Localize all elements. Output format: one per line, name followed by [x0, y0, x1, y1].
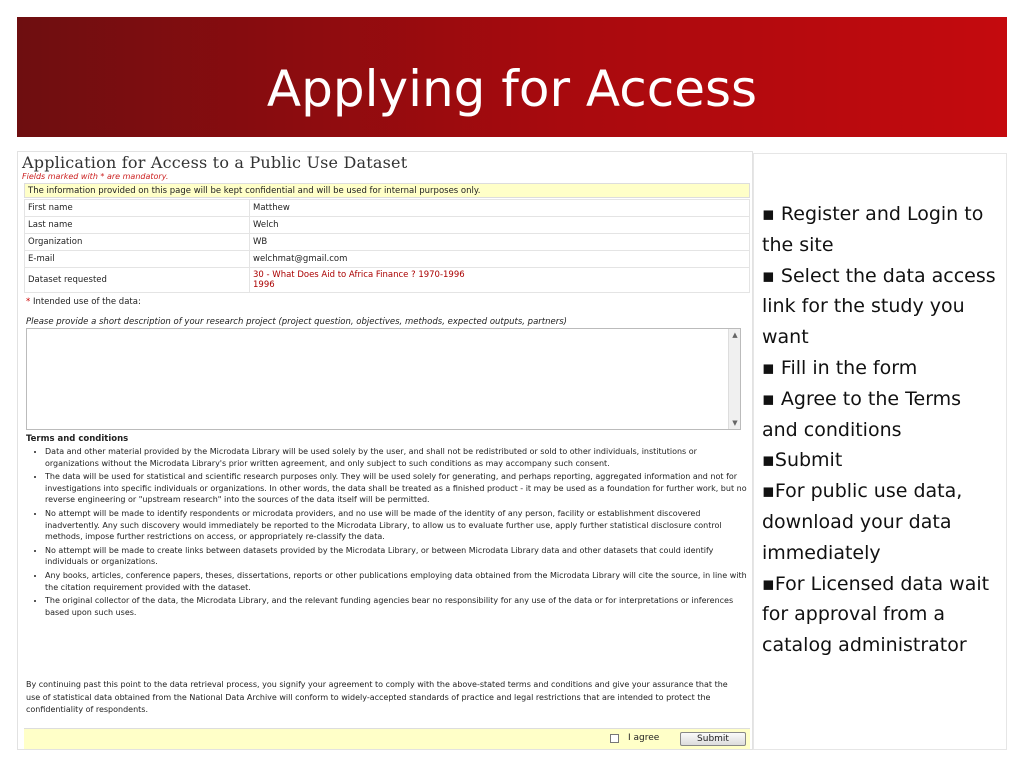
steps-list — [762, 199, 1002, 661]
steps-panel — [753, 153, 1007, 750]
step-item: ▪ Agree to the Terms and conditions — [762, 387, 962, 441]
agreement-statement: By continuing past this point to the data retrieval process, you signify your agreement to comply with the above-stated terms and conditions and give your assurance that the use of statistical data obtained from the National Data Archive will conform to widely-accepted standards of practice and legal restrictions that are intended to protect the confidentiality of respondents. — [26, 680, 728, 714]
textarea-scrollbar[interactable] — [728, 329, 740, 429]
application-form-screenshot — [17, 151, 753, 750]
dataset-value-line2: 1996 — [253, 280, 275, 290]
terms-item: • The original collector of the data, the Microdata Library, and the relevant funding agencies bear no responsibility for any use of the data or for interpretations or inferences based upon such uses. — [45, 595, 753, 618]
applicant-fields-table — [24, 199, 750, 293]
last-name-value: Welch — [250, 217, 750, 234]
step-item: ▪ Register and Login to the site — [762, 203, 984, 256]
scroll-down-icon[interactable]: ▼ — [732, 419, 738, 427]
step-item: ▪For public use data, download your data immediately — [762, 480, 963, 564]
form-title: Application for Access to a Public Use Dataset — [22, 153, 408, 172]
intended-use-hint: Please provide a short description of your research project (project question, objectives, methods, expected outputs, partners) — [26, 317, 567, 327]
terms-item: • The data will be used for statistical and scientific research purposes only. They will be used solely for generating, and perhaps reporting, aggregated information and not for investigations into specific individuals or organizations. In other words, the data shall be treated as a finished product - it may be used as a foundation for further work, but no reverse engineering or "upstream research" into the sources of the data itself will be permitted. — [45, 471, 753, 506]
slide-header — [17, 17, 1007, 137]
field-row-organization — [25, 234, 750, 251]
submit-button[interactable]: Submit — [680, 732, 746, 746]
mandatory-note: Fields marked with * are mandatory. — [22, 172, 169, 181]
intended-use-label-text: Intended use of the data: — [32, 297, 141, 307]
field-label: First name — [25, 200, 250, 217]
form-footer — [24, 728, 750, 749]
first-name-value: Matthew — [250, 200, 750, 217]
organization-value: WB — [250, 234, 750, 251]
field-label: E-mail — [25, 251, 250, 268]
intended-use-textarea[interactable] — [26, 328, 741, 430]
terms-item: • Any books, articles, conference papers, theses, dissertations, reports or other publications employing data obtained from the Microdata Library will cite the source, in line with the citation requirement provided with the dataset. — [45, 570, 753, 593]
scroll-up-icon[interactable]: ▲ — [732, 331, 738, 339]
step-item: ▪Submit — [762, 449, 843, 472]
terms-item: • No attempt will be made to create links between datasets provided by the Microdata Library, or between Microdata Library data and other datasets that could identify individuals or organizations. — [45, 545, 753, 568]
field-row-first-name — [25, 200, 750, 217]
confidentiality-notice: The information provided on this page will be kept confidential and will be used for internal purposes only. — [24, 183, 750, 198]
terms-item: • Data and other material provided by the Microdata Library will be used solely by the user, and shall not be redistributed or sold to other individuals, institutions or organizations without the Microdata Library's prior written agreement, and only subject to such conditions as may accompany such consent. — [45, 446, 753, 469]
terms-list — [26, 446, 753, 620]
step-item: ▪ Select the data access link for the study you want — [762, 264, 996, 349]
dataset-value-line1: 30 - What Does Aid to Africa Finance ? 1970-1996 — [253, 270, 465, 280]
dataset-value — [250, 268, 750, 293]
step-item: ▪ Fill in the form — [762, 356, 918, 379]
field-label: Last name — [25, 217, 250, 234]
intended-use-label — [26, 297, 141, 307]
email-value: welchmat@gmail.com — [250, 251, 750, 268]
field-label: Organization — [25, 234, 250, 251]
field-label: Dataset requested — [25, 268, 250, 293]
field-row-email — [25, 251, 750, 268]
terms-item: • No attempt will be made to identify respondents or microdata providers, and no use will be made of the identity of any person, facility or establishment discovered inadvertently. Any such discovery would immediately be reported to the Microdata Library, to allow us to evaluate further use, apply further statistical disclosure control methods, impose further restrictions on access, or appropriately re-classify the data. — [45, 508, 753, 543]
agree-label[interactable]: I agree — [628, 733, 660, 743]
field-row-last-name — [25, 217, 750, 234]
terms-title: Terms and conditions — [26, 434, 129, 444]
required-star: * — [26, 297, 31, 307]
slide-title: Applying for Access — [266, 60, 758, 118]
agree-checkbox[interactable] — [610, 734, 619, 743]
step-item: ▪For Licensed data wait for approval from a catalog administrator — [762, 572, 990, 657]
field-row-dataset — [25, 268, 750, 293]
